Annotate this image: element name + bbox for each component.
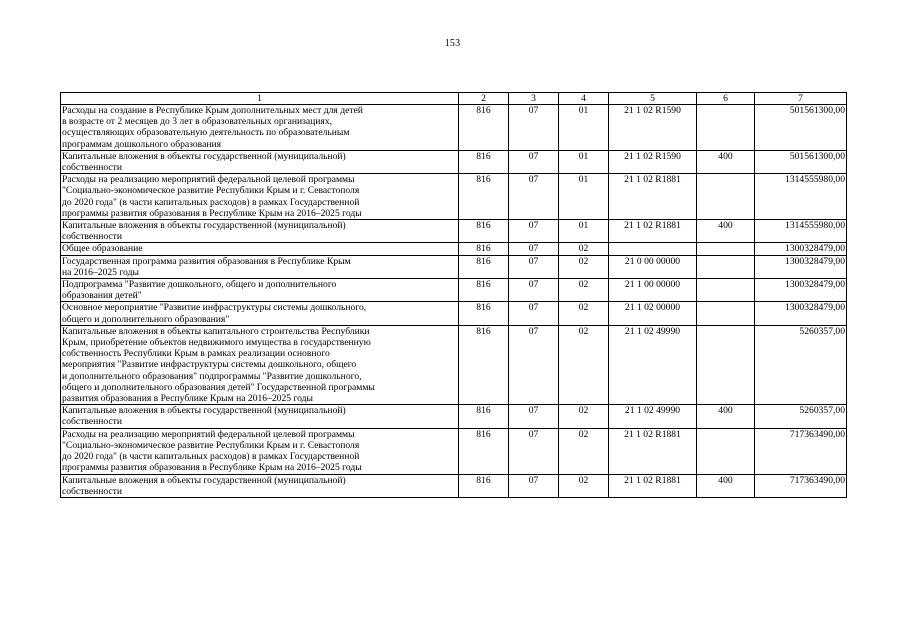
row-name-cell — [61, 405, 459, 428]
table-row — [61, 220, 847, 243]
row-target-article-cell — [609, 174, 697, 220]
row-amount-cell — [755, 302, 847, 325]
row-ministry-code-cell-text: 816 — [476, 474, 491, 486]
row-subsection-cell-text: 02 — [578, 279, 589, 291]
row-amount-cell-text: 1300328479,00 — [785, 255, 845, 267]
table-row — [61, 325, 847, 404]
row-target-article-cell-text: 21 1 02 49990 — [624, 405, 681, 417]
row-target-article-cell — [609, 243, 697, 255]
header-col-3: 3 — [509, 93, 559, 105]
row-target-article-cell — [609, 105, 697, 151]
row-subsection-cell-text: 02 — [578, 255, 589, 267]
row-amount-cell-text: 1314555980,00 — [785, 174, 845, 186]
row-name-cell — [61, 474, 459, 497]
header-col-1: 1 — [61, 93, 459, 105]
row-ministry-code-cell-text: 816 — [476, 325, 491, 337]
table-row — [61, 150, 847, 173]
row-name-cell — [61, 220, 459, 243]
page-number: 153 — [444, 38, 461, 49]
row-subsection-cell-text: 01 — [578, 174, 589, 186]
row-expense-type-cell-text: 400 — [718, 150, 733, 162]
row-ministry-code-cell — [459, 174, 509, 220]
row-section-cell — [509, 174, 559, 220]
budget-table — [60, 92, 847, 498]
row-section-cell — [509, 474, 559, 497]
row-expense-type-cell — [697, 279, 755, 302]
header-col-2: 2 — [459, 93, 509, 105]
row-name-cell-text: Капитальные вложения в объекты государственной (муниципальной) собственности — [62, 150, 346, 174]
row-ministry-code-cell-text: 816 — [476, 105, 491, 116]
row-name-cell-text: Государственная программа развития образования в Республике Крым на 2016–2025 годы — [62, 255, 351, 278]
row-amount-cell — [755, 279, 847, 302]
row-section-cell-text: 07 — [528, 174, 539, 186]
row-subsection-cell — [559, 428, 609, 474]
row-ministry-code-cell-text: 816 — [476, 255, 491, 267]
row-name-cell — [61, 174, 459, 220]
row-target-article-cell — [609, 428, 697, 474]
row-expense-type-cell-text: 400 — [718, 405, 733, 417]
row-expense-type-cell — [697, 150, 755, 173]
row-subsection-cell-text: 01 — [578, 220, 589, 232]
row-name-cell — [61, 255, 459, 278]
row-section-cell-text: 07 — [528, 405, 539, 417]
header-col-5: 5 — [609, 93, 697, 105]
row-expense-type-cell — [697, 220, 755, 243]
row-amount-cell — [755, 405, 847, 428]
row-ministry-code-cell-text: 816 — [476, 279, 491, 291]
row-subsection-cell-text: 02 — [578, 474, 589, 486]
row-section-cell — [509, 243, 559, 255]
row-section-cell — [509, 255, 559, 278]
row-ministry-code-cell — [459, 474, 509, 497]
header-col-7: 7 — [755, 93, 847, 105]
row-expense-type-cell — [697, 174, 755, 220]
row-amount-cell-text: 1300328479,00 — [785, 279, 845, 291]
row-expense-type-cell — [697, 302, 755, 325]
row-subsection-cell — [559, 474, 609, 497]
row-amount-cell-text: 5260357,00 — [799, 405, 845, 417]
row-subsection-cell — [559, 405, 609, 428]
row-name-cell-text: Общее образование — [62, 243, 143, 255]
row-amount-cell — [755, 150, 847, 173]
row-ministry-code-cell-text: 816 — [476, 428, 491, 440]
row-section-cell — [509, 405, 559, 428]
row-expense-type-cell-text: 400 — [718, 474, 733, 486]
row-name-cell-text: Капитальные вложения в объекты государственной (муниципальной) собственности — [62, 220, 346, 243]
header-col-6: 6 — [697, 93, 755, 105]
row-amount-cell-text: 5260357,00 — [799, 325, 845, 337]
row-expense-type-cell — [697, 428, 755, 474]
row-target-article-cell-text: 21 1 02 R1881 — [624, 174, 681, 186]
row-expense-type-cell — [697, 325, 755, 404]
row-ministry-code-cell — [459, 279, 509, 302]
row-section-cell-text: 07 — [528, 150, 539, 162]
row-name-cell-text: Расходы на создание в Республике Крым дополнительных мест для детей в возрасте от 2 месяцев до 3 лет в образовательных организациях, осуществляющих образовательную деятельность по образовательным программам дошкольного образования — [62, 105, 363, 150]
row-target-article-cell — [609, 474, 697, 497]
row-ministry-code-cell — [459, 150, 509, 173]
row-section-cell — [509, 325, 559, 404]
row-amount-cell-text: 501561300,00 — [789, 150, 845, 162]
row-target-article-cell-text: 21 1 02 R1881 — [624, 428, 681, 440]
header-col-4: 4 — [559, 93, 609, 105]
row-subsection-cell-text: 02 — [578, 405, 589, 417]
row-section-cell-text: 07 — [528, 220, 539, 232]
row-section-cell-text: 07 — [528, 474, 539, 486]
row-target-article-cell-text: 21 0 00 00000 — [624, 255, 681, 267]
row-subsection-cell-text: 02 — [578, 428, 589, 440]
row-target-article-cell — [609, 150, 697, 173]
row-subsection-cell — [559, 302, 609, 325]
row-target-article-cell-text: 21 1 02 00000 — [624, 302, 681, 314]
row-amount-cell — [755, 243, 847, 255]
row-amount-cell — [755, 174, 847, 220]
row-amount-cell — [755, 255, 847, 278]
row-ministry-code-cell-text: 816 — [476, 405, 491, 417]
table-row — [61, 474, 847, 497]
row-subsection-cell-text: 01 — [578, 150, 589, 162]
row-ministry-code-cell — [459, 105, 509, 151]
row-amount-cell — [755, 474, 847, 497]
row-ministry-code-cell — [459, 220, 509, 243]
row-subsection-cell — [559, 220, 609, 243]
row-ministry-code-cell — [459, 302, 509, 325]
row-expense-type-cell — [697, 105, 755, 151]
row-name-cell — [61, 325, 459, 404]
row-name-cell-text: Расходы на реализацию мероприятий федеральной целевой программы "Социально-экономическое развитие Республики Крым и г. Севастополя до 2020 года" (в части капитальных расходов) в рамках Государственной программы развития образования в Республике Крым на 2016–2025 годы — [62, 174, 362, 219]
row-target-article-cell — [609, 255, 697, 278]
table-row — [61, 255, 847, 278]
table-row — [61, 243, 847, 255]
row-ministry-code-cell — [459, 243, 509, 255]
row-target-article-cell-text: 21 1 02 R1590 — [624, 105, 681, 116]
row-name-cell-text: Подпрограмма "Развитие дошкольного, общего и дополнительного образования детей" — [62, 279, 337, 302]
row-section-cell-text: 07 — [528, 279, 539, 291]
row-amount-cell — [755, 220, 847, 243]
row-target-article-cell — [609, 302, 697, 325]
row-subsection-cell — [559, 325, 609, 404]
row-amount-cell — [755, 105, 847, 151]
row-subsection-cell — [559, 150, 609, 173]
table-row — [61, 428, 847, 474]
row-amount-cell-text: 717363490,00 — [789, 474, 845, 486]
row-name-cell-text: Капитальные вложения в объекты государственной (муниципальной) собственности — [62, 474, 346, 497]
row-section-cell — [509, 302, 559, 325]
row-expense-type-cell — [697, 255, 755, 278]
header-row — [61, 93, 847, 105]
row-subsection-cell-text: 02 — [578, 302, 589, 314]
row-ministry-code-cell-text: 816 — [476, 243, 491, 255]
row-name-cell — [61, 279, 459, 302]
row-target-article-cell — [609, 405, 697, 428]
row-name-cell — [61, 302, 459, 325]
table-body — [61, 105, 847, 498]
row-amount-cell-text: 717363490,00 — [789, 428, 845, 440]
row-target-article-cell — [609, 325, 697, 404]
row-amount-cell-text: 1300328479,00 — [785, 302, 845, 314]
row-target-article-cell-text: 21 1 02 R1881 — [624, 474, 681, 486]
row-subsection-cell — [559, 279, 609, 302]
row-name-cell — [61, 150, 459, 173]
row-name-cell — [61, 243, 459, 255]
row-ministry-code-cell-text: 816 — [476, 150, 491, 162]
row-subsection-cell-text: 01 — [578, 105, 589, 116]
row-ministry-code-cell-text: 816 — [476, 302, 491, 314]
row-name-cell-text: Капитальные вложения в объекты государственной (муниципальной) собственности — [62, 405, 346, 428]
row-expense-type-cell-text: 400 — [718, 220, 733, 232]
row-ministry-code-cell-text: 816 — [476, 174, 491, 186]
row-section-cell-text: 07 — [528, 105, 539, 116]
row-amount-cell-text: 501561300,00 — [789, 105, 845, 116]
row-ministry-code-cell — [459, 255, 509, 278]
row-subsection-cell — [559, 243, 609, 255]
row-section-cell-text: 07 — [528, 255, 539, 267]
row-amount-cell — [755, 428, 847, 474]
table-row — [61, 174, 847, 220]
row-target-article-cell — [609, 220, 697, 243]
table-row — [61, 105, 847, 151]
row-ministry-code-cell — [459, 428, 509, 474]
row-section-cell-text: 07 — [528, 428, 539, 440]
row-subsection-cell-text: 02 — [578, 325, 589, 337]
table-row — [61, 279, 847, 302]
row-target-article-cell — [609, 279, 697, 302]
row-expense-type-cell — [697, 474, 755, 497]
table-row — [61, 302, 847, 325]
row-target-article-cell-text: 21 1 02 R1590 — [624, 150, 681, 162]
row-section-cell — [509, 105, 559, 151]
row-subsection-cell — [559, 174, 609, 220]
row-name-cell — [61, 428, 459, 474]
row-section-cell — [509, 150, 559, 173]
row-ministry-code-cell-text: 816 — [476, 220, 491, 232]
row-expense-type-cell — [697, 243, 755, 255]
row-target-article-cell-text: 21 1 02 R1881 — [624, 220, 681, 232]
row-subsection-cell-text: 02 — [578, 243, 589, 255]
row-target-article-cell-text: 21 1 00 00000 — [624, 279, 681, 291]
row-amount-cell-text: 1314555980,00 — [785, 220, 845, 232]
row-section-cell — [509, 220, 559, 243]
row-section-cell-text: 07 — [528, 302, 539, 314]
row-name-cell — [61, 105, 459, 151]
row-name-cell-text: Расходы на реализацию мероприятий федеральной целевой программы "Социально-экономическое развитие Республики Крым и г. Севастополя до 2020 года" (в части капитальных расходов) в рамках Государственной программы развития образования в Республике Крым на 2016–2025 годы — [62, 428, 362, 474]
row-section-cell-text: 07 — [528, 325, 539, 337]
row-section-cell — [509, 428, 559, 474]
row-amount-cell-text: 1300328479,00 — [785, 243, 845, 255]
row-name-cell-text: Капитальные вложения в объекты капитального строительства Республики Крым, приобретение объектов недвижимого имущества в государственную собственность Республики Крым в рамках реализации основного мероприятия "Развитие инфраструктуры системы дошкольного, общего и дополнительного образования" подпрограммы "Развитие дошкольного, общего и дополнительного образования детей" Государственной программы развития образования в Республике Крым на 2016–2025 годы — [62, 325, 375, 405]
row-section-cell-text: 07 — [528, 243, 539, 255]
row-name-cell-text: Основное мероприятие "Развитие инфраструктуры системы дошкольного, общего и дополнительного образования" — [62, 302, 367, 325]
row-section-cell — [509, 279, 559, 302]
row-subsection-cell — [559, 105, 609, 151]
row-amount-cell — [755, 325, 847, 404]
row-ministry-code-cell — [459, 325, 509, 404]
row-subsection-cell — [559, 255, 609, 278]
row-expense-type-cell — [697, 405, 755, 428]
table-row — [61, 405, 847, 428]
row-ministry-code-cell — [459, 405, 509, 428]
row-target-article-cell-text: 21 1 02 49990 — [624, 325, 681, 337]
